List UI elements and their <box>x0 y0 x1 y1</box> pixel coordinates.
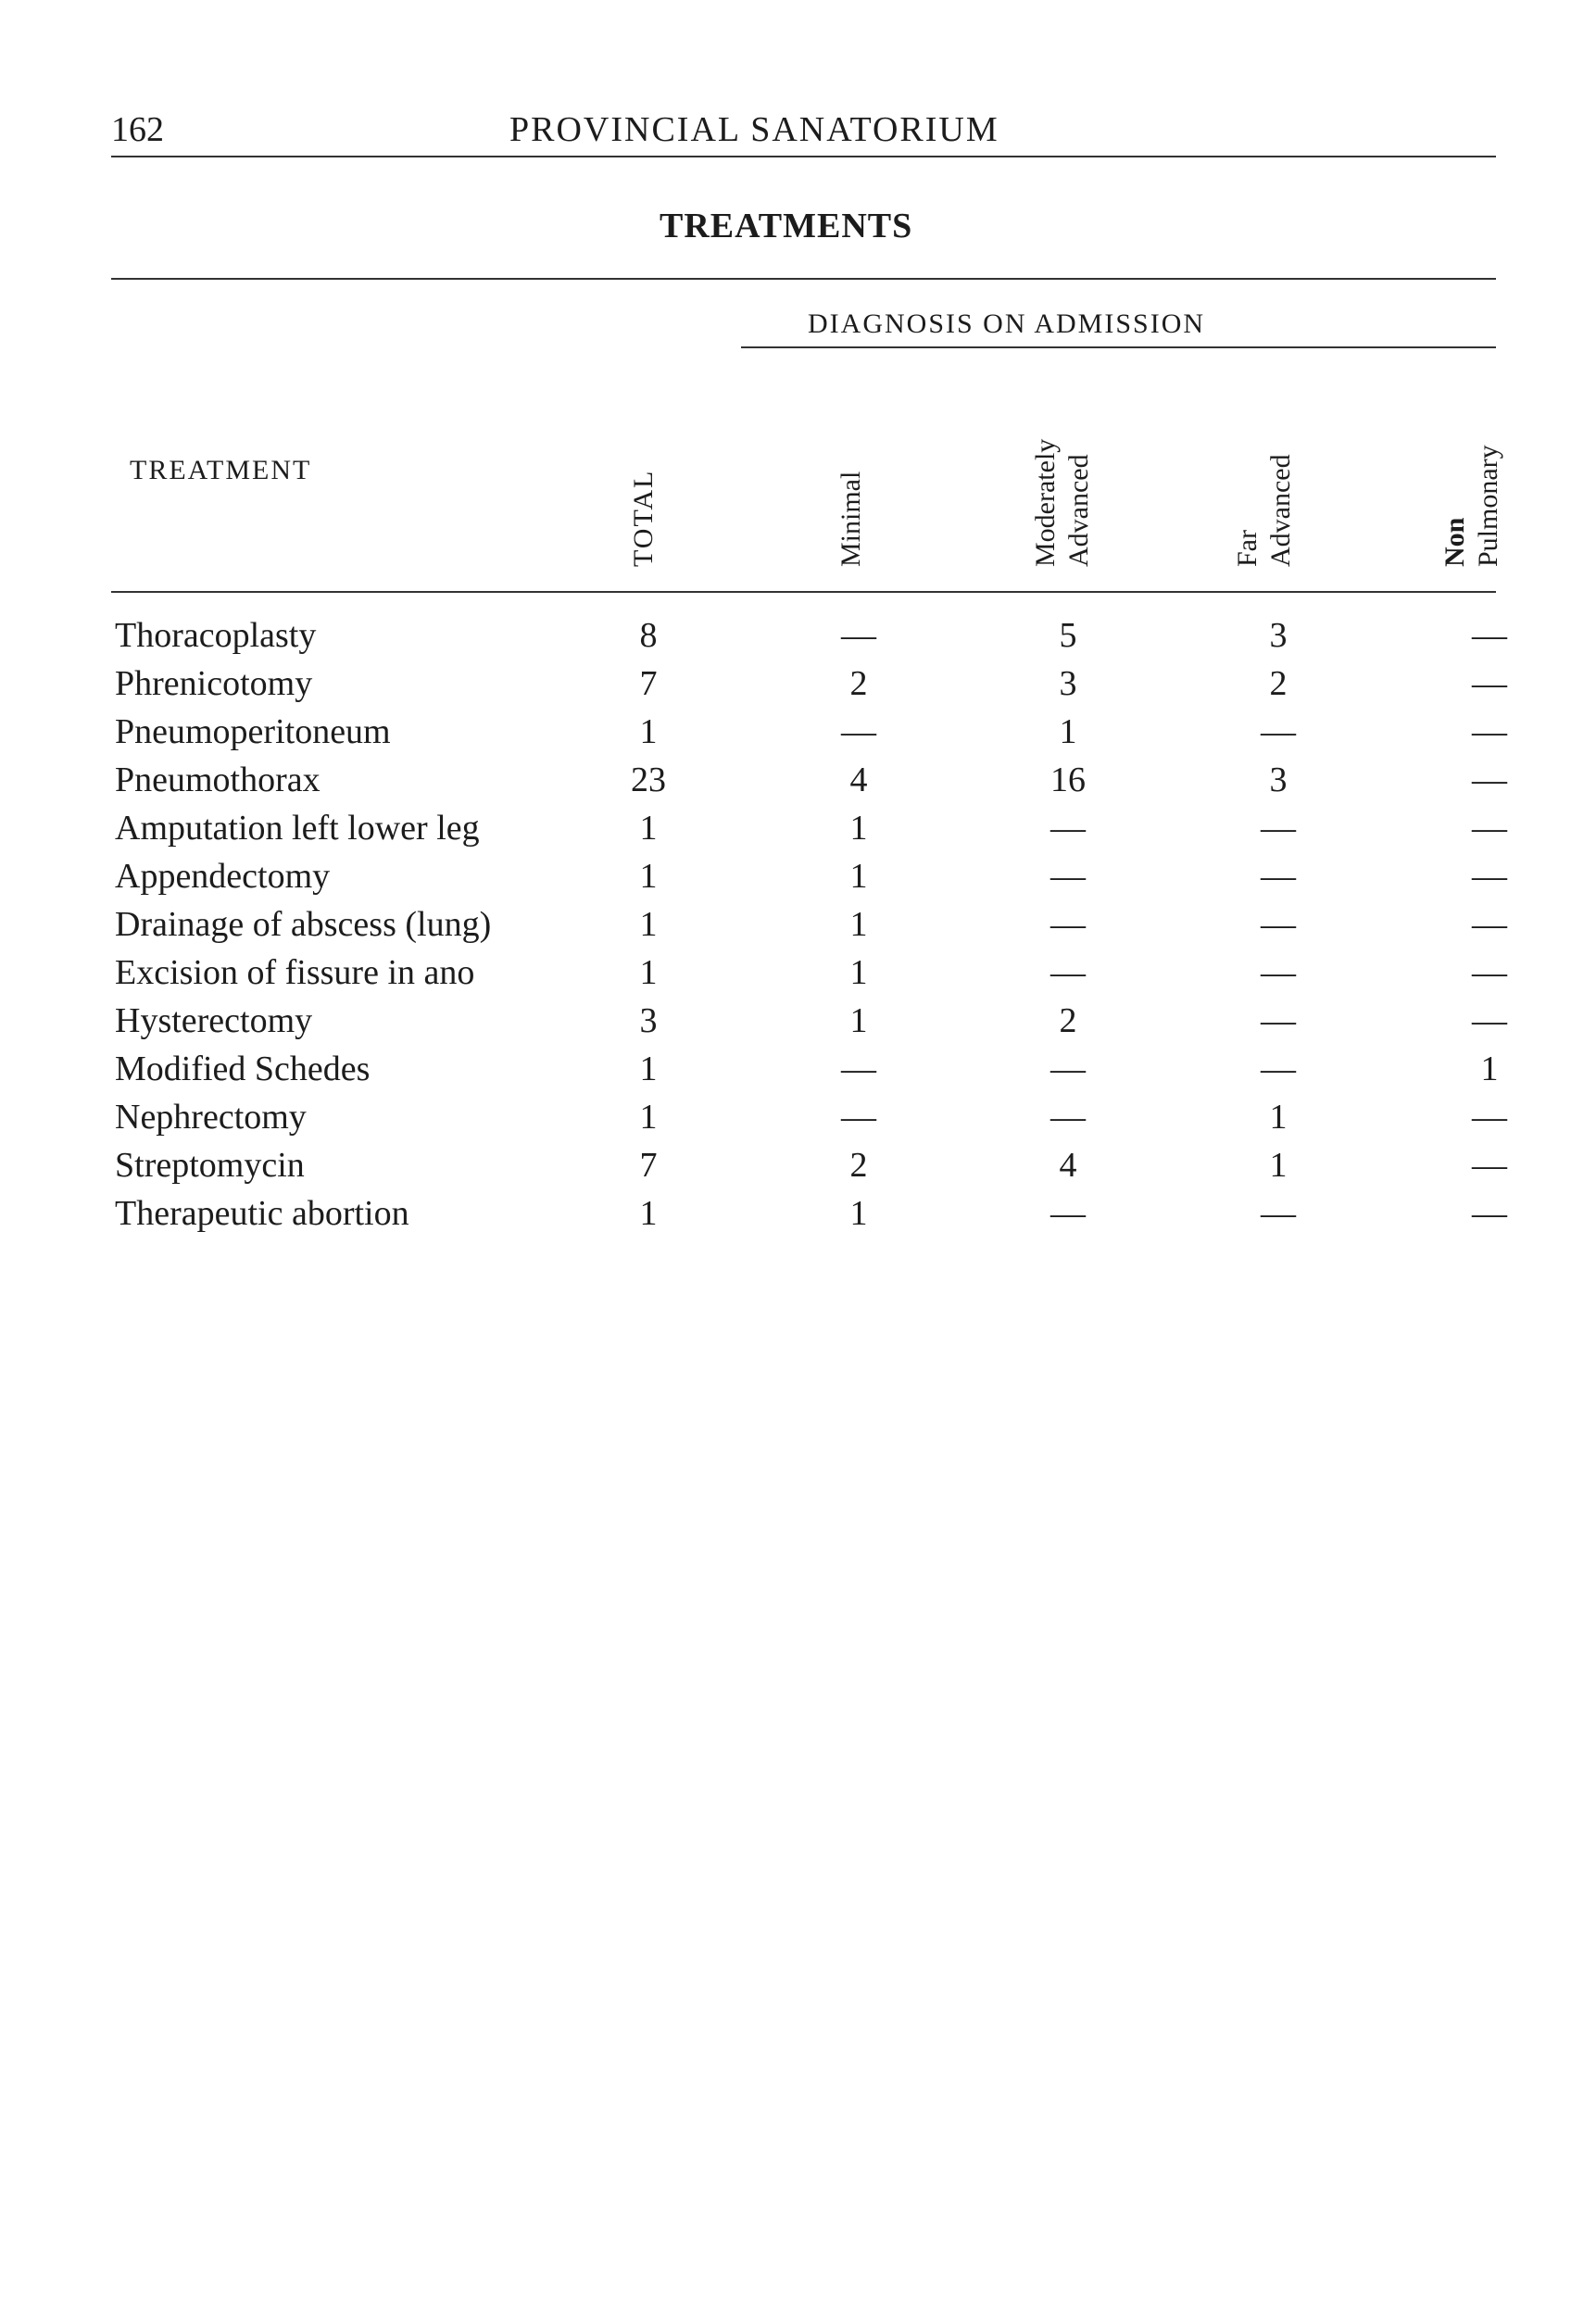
minimal-value: 1 <box>849 1001 868 1040</box>
table-title: TREATMENTS <box>660 207 913 245</box>
treatment-name: Pneumothorax <box>115 760 320 799</box>
minimal-value: — <box>841 712 876 751</box>
header-rule <box>111 156 1496 157</box>
treatment-name: Nephrectomy <box>115 1098 307 1137</box>
far-advanced-value: — <box>1261 1001 1296 1040</box>
non-pulmonary-label-line1: Non <box>1439 517 1470 567</box>
table-row <box>0 1189 1596 1238</box>
far-advanced-value: — <box>1261 809 1296 848</box>
minimal-value: 1 <box>849 857 868 896</box>
page-number: 162 <box>111 110 164 149</box>
minimal-value: 2 <box>849 664 868 703</box>
moderately-advanced-value: 4 <box>1059 1146 1077 1185</box>
far-advanced-value: — <box>1261 1194 1296 1233</box>
table-row <box>0 660 1596 708</box>
total-value: 1 <box>639 1049 658 1088</box>
treatment-name: Hysterectomy <box>115 1001 313 1040</box>
far-advanced-value: 1 <box>1269 1146 1288 1185</box>
non-pulmonary-value: — <box>1472 1001 1507 1040</box>
non-pulmonary-value: — <box>1472 953 1507 992</box>
group-header-rule <box>741 346 1496 348</box>
non-pulmonary-value: — <box>1472 905 1507 944</box>
table-row <box>0 611 1596 660</box>
table-row <box>0 997 1596 1045</box>
total-value: 1 <box>639 809 658 848</box>
total-column-label: TOTAL <box>628 469 659 567</box>
total-value: 1 <box>639 905 658 944</box>
minimal-value: — <box>841 616 876 655</box>
treatment-name: Modified Schedes <box>115 1049 371 1088</box>
minimal-value: 1 <box>849 1194 868 1233</box>
table-top-rule <box>111 278 1496 280</box>
table-row <box>0 900 1596 949</box>
moderately-advanced-value: 3 <box>1059 664 1077 703</box>
moderately-advanced-value: 1 <box>1059 712 1077 751</box>
table-row <box>0 756 1596 804</box>
non-pulmonary-value: 1 <box>1480 1049 1499 1088</box>
table-row <box>0 708 1596 756</box>
running-title: PROVINCIAL SANATORIUM <box>509 110 999 149</box>
minimal-value: 1 <box>849 953 868 992</box>
total-value: 8 <box>639 616 658 655</box>
moderately-advanced-value: — <box>1050 1049 1086 1088</box>
moderately-advanced-value: 2 <box>1059 1001 1077 1040</box>
moderately-advanced-value: — <box>1050 1098 1086 1137</box>
minimal-value: — <box>841 1049 876 1088</box>
table-row <box>0 1045 1596 1093</box>
minimal-value: 1 <box>849 905 868 944</box>
non-pulmonary-value: — <box>1472 664 1507 703</box>
treatment-name: Drainage of abscess (lung) <box>115 905 492 944</box>
treatment-name: Pneumoperitoneum <box>115 712 391 751</box>
moderately-advanced-label-line1: Moderately <box>1030 438 1061 567</box>
total-value: 7 <box>639 1146 658 1185</box>
table-row <box>0 1141 1596 1189</box>
moderately-advanced-value: — <box>1050 905 1086 944</box>
treatment-name: Streptomycin <box>115 1146 305 1185</box>
treatment-name: Excision of fissure in ano <box>115 953 475 992</box>
far-advanced-value: — <box>1261 953 1296 992</box>
treatment-name: Phrenicotomy <box>115 664 313 703</box>
far-advanced-label-line1: Far <box>1232 530 1263 567</box>
total-value: 1 <box>639 857 658 896</box>
table-row <box>0 852 1596 900</box>
minimal-column-label: Minimal <box>836 471 866 567</box>
non-pulmonary-value: — <box>1472 1194 1507 1233</box>
treatment-name: Amputation left lower leg <box>115 809 480 848</box>
moderately-advanced-value: — <box>1050 809 1086 848</box>
far-advanced-value: 2 <box>1269 664 1288 703</box>
non-pulmonary-value: — <box>1472 616 1507 655</box>
moderately-advanced-value: 5 <box>1059 616 1077 655</box>
moderately-advanced-value: — <box>1050 953 1086 992</box>
moderately-advanced-value: — <box>1050 1194 1086 1233</box>
far-advanced-value: — <box>1261 712 1296 751</box>
total-value: 7 <box>639 664 658 703</box>
non-pulmonary-value: — <box>1472 1146 1507 1185</box>
total-value: 1 <box>639 1098 658 1137</box>
minimal-value: 1 <box>849 809 868 848</box>
non-pulmonary-label-line2: Pulmonary <box>1473 445 1503 567</box>
far-advanced-value: 1 <box>1269 1098 1288 1137</box>
far-advanced-value: — <box>1261 857 1296 896</box>
table-row <box>0 949 1596 997</box>
treatment-column-header: TREATMENT <box>130 455 312 485</box>
moderately-advanced-value: — <box>1050 857 1086 896</box>
far-advanced-value: 3 <box>1269 760 1288 799</box>
treatment-name: Therapeutic abortion <box>115 1194 409 1233</box>
total-value: 3 <box>639 1001 658 1040</box>
non-pulmonary-value: — <box>1472 760 1507 799</box>
far-advanced-value: — <box>1261 905 1296 944</box>
far-advanced-value: — <box>1261 1049 1296 1088</box>
total-value: 1 <box>639 1194 658 1233</box>
table-row <box>0 804 1596 852</box>
table-row <box>0 1093 1596 1141</box>
total-value: 1 <box>639 712 658 751</box>
non-pulmonary-value: — <box>1472 712 1507 751</box>
moderately-advanced-label-line2: Advanced <box>1063 454 1094 567</box>
total-value: 23 <box>631 760 666 799</box>
minimal-value: — <box>841 1098 876 1137</box>
total-value: 1 <box>639 953 658 992</box>
non-pulmonary-value: — <box>1472 809 1507 848</box>
non-pulmonary-value: — <box>1472 1098 1507 1137</box>
non-pulmonary-value: — <box>1472 857 1507 896</box>
far-advanced-value: 3 <box>1269 616 1288 655</box>
diagnosis-group-header: DIAGNOSIS ON ADMISSION <box>808 308 1206 339</box>
far-advanced-label-line2: Advanced <box>1265 454 1296 567</box>
treatment-name: Appendectomy <box>115 857 331 896</box>
minimal-value: 2 <box>849 1146 868 1185</box>
treatment-name: Thoracoplasty <box>115 616 317 655</box>
moderately-advanced-value: 16 <box>1050 760 1086 799</box>
minimal-value: 4 <box>849 760 868 799</box>
header-bottom-rule <box>111 591 1496 593</box>
